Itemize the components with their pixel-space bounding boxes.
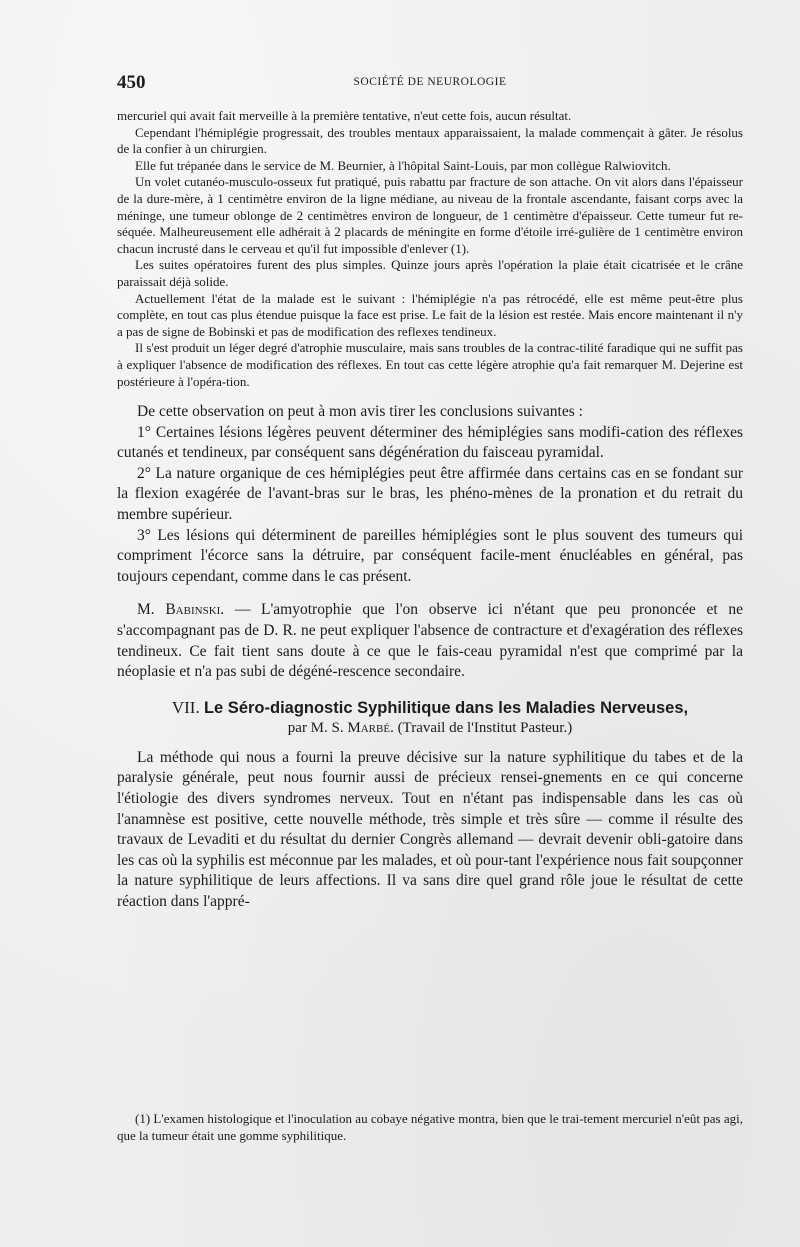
- running-head: SOCIÉTÉ DE NEUROLOGIE: [353, 76, 507, 88]
- section-paragraph: La méthode qui nous a fourni la preuve décisive sur la nature syphilitique du tabes et de la paralysie générale, peut nous fournir aussi de précieux rensei-gnements en ce qui concerne l'étiologie des divers syndromes nerveux. Tout en n'étant pas indispensable dans les cas où l'anamnèse est positive, cette nouvelle méthode, très simple et très sûre — comme il résulte des travaux de Levaditi et du résultat du dernier Congrès allemand — devrait devenir obli-gatoire dans les cas où la syphilis est méconnue par les malades, et où pour-tant l'expérience nous fait soupçonner la nature syphilitique de leurs affections. Il va sans dire quel grand rôle joue le résultat de cette réaction dans l'appré-: [117, 748, 743, 910]
- case-paragraph: Elle fut trépanée dans le service de M. Beurnier, à l'hôpital Saint-Louis, par mon collègue Ralwiovitch.: [135, 157, 671, 173]
- conclusions-block: [117, 402, 743, 683]
- case-paragraph: Un volet cutanéo-musculo-osseux fut pratiqué, puis rabattu par fracture de son attache. On vit alors dans l'épaisseur de la dure-mère, à 1 centimètre environ de la ligne médiane, au niveau de la frontale ascendante, faisant corps avec la méninge, une tumeur oblonge de 2 centimètres environ de longueur, de 1 centimètre d'épaisseur. Cette tumeur fut re-séquée. Malheureusement elle adhérait à 2 placards de méningite en forme d'étoile irré-gulière de 1 centimètre environ chacun incrusté dans le cerveau et qu'il fut impossible d'enlever (1).: [117, 174, 743, 256]
- conclusion-item: 3° Les lésions qui déterminent de pareilles hémiplégies sont le plus souvent des tumeurs qui compriment l'écorce sans la détruire, par conséquent facile-ment énucléables en général, pas toujours cependant, comme dans le cas présent.: [117, 526, 743, 585]
- case-paragraph: Actuellement l'état de la malade est le suivant : l'hémiplégie n'a pas rétrocédé, elle est même peut-être plus complète, en tout cas plus étendue puisque la face est prise. Le fait de la lésion est restée. Mais encore maintenant il n'y a pas de signe de Bobinski et pas de modification des reflexes tendineux.: [117, 290, 743, 339]
- page-number: 450: [117, 72, 146, 93]
- byline-suffix: . (Travail de l'Institut Pasteur.): [390, 719, 573, 736]
- case-paragraph: Les suites opératoires furent des plus simples. Quinze jours après l'opération la plaie était cicatrisée et le crâne paraissait déjà solide.: [117, 257, 743, 289]
- case-report-block: [117, 108, 743, 390]
- speaker-name: M. Babinski.: [137, 601, 225, 619]
- section-title: [117, 697, 743, 719]
- conclusions-intro: De cette observation on peut à mon avis tirer les conclusions suivantes :: [137, 403, 583, 421]
- case-paragraph: Il s'est produit un léger degré d'atrophie musculaire, mais sans troubles de la contrac-tilité faradique qui ne suffit pas à expliquer l'absence de modification des réflexes. En tout cas cette légère atrophie qu'a fait remarquer M. Dejerine est postérieure à l'opéra-tion.: [117, 340, 743, 389]
- byline-prefix: par M. S.: [287, 719, 348, 736]
- babinski-remark-text: — L'amyotrophie que l'on observe ici n'étant que peu prononcée et ne s'accompagnant pas de D. R. ne peut expliquer l'absence de contracture et d'exagération des réflexes tendineux. Ce fait tient sans doute à ce que le fais-ceau pyramidal n'est que comprimé par la néoplasie et n'a pas subi de dégéné-rescence secondaire.: [117, 601, 743, 681]
- case-paragraph: mercuriel qui avait fait merveille à la première tentative, n'eut cette fois, aucun résultat.: [117, 108, 572, 123]
- section-byline: [117, 719, 743, 738]
- babinski-remark: [117, 600, 743, 682]
- page-body: [117, 108, 743, 913]
- conclusion-item: 1° Certaines lésions légères peuvent déterminer des hémiplégies sans modifi-cation des réflexes cutanés et tendineux, par conséquent sans dégénération du faisceau pyramidal.: [117, 423, 743, 462]
- footnote-text: (1) L'examen histologique et l'inoculation au cobaye négative montra, bien que le trai-tement mercuriel n'eût pas agi, que la tumeur était une gomme syphilitique.: [117, 1111, 743, 1143]
- author-name: Marbé: [347, 719, 391, 736]
- section-title-text: Le Séro-diagnostic Syphilitique dans les Maladies Nerveuses,: [203, 698, 689, 717]
- page-header: [117, 72, 743, 96]
- footnote: [117, 1111, 743, 1144]
- section-number: VII.: [171, 697, 200, 717]
- conclusion-item: 2° La nature organique de ces hémiplégies peut être affirmée dans certains cas en se fondant sur la flexion exagérée de l'avant-bras sur le bras, les phéno-mènes de la pronation et du retrait du membre supérieur.: [117, 464, 743, 524]
- section-body: [117, 748, 743, 913]
- case-paragraph: Cependant l'hémiplégie progressait, des troubles mentaux apparaissaient, la malade commençait à gâter. Je résolus de la confier à un chirurgien.: [117, 124, 743, 157]
